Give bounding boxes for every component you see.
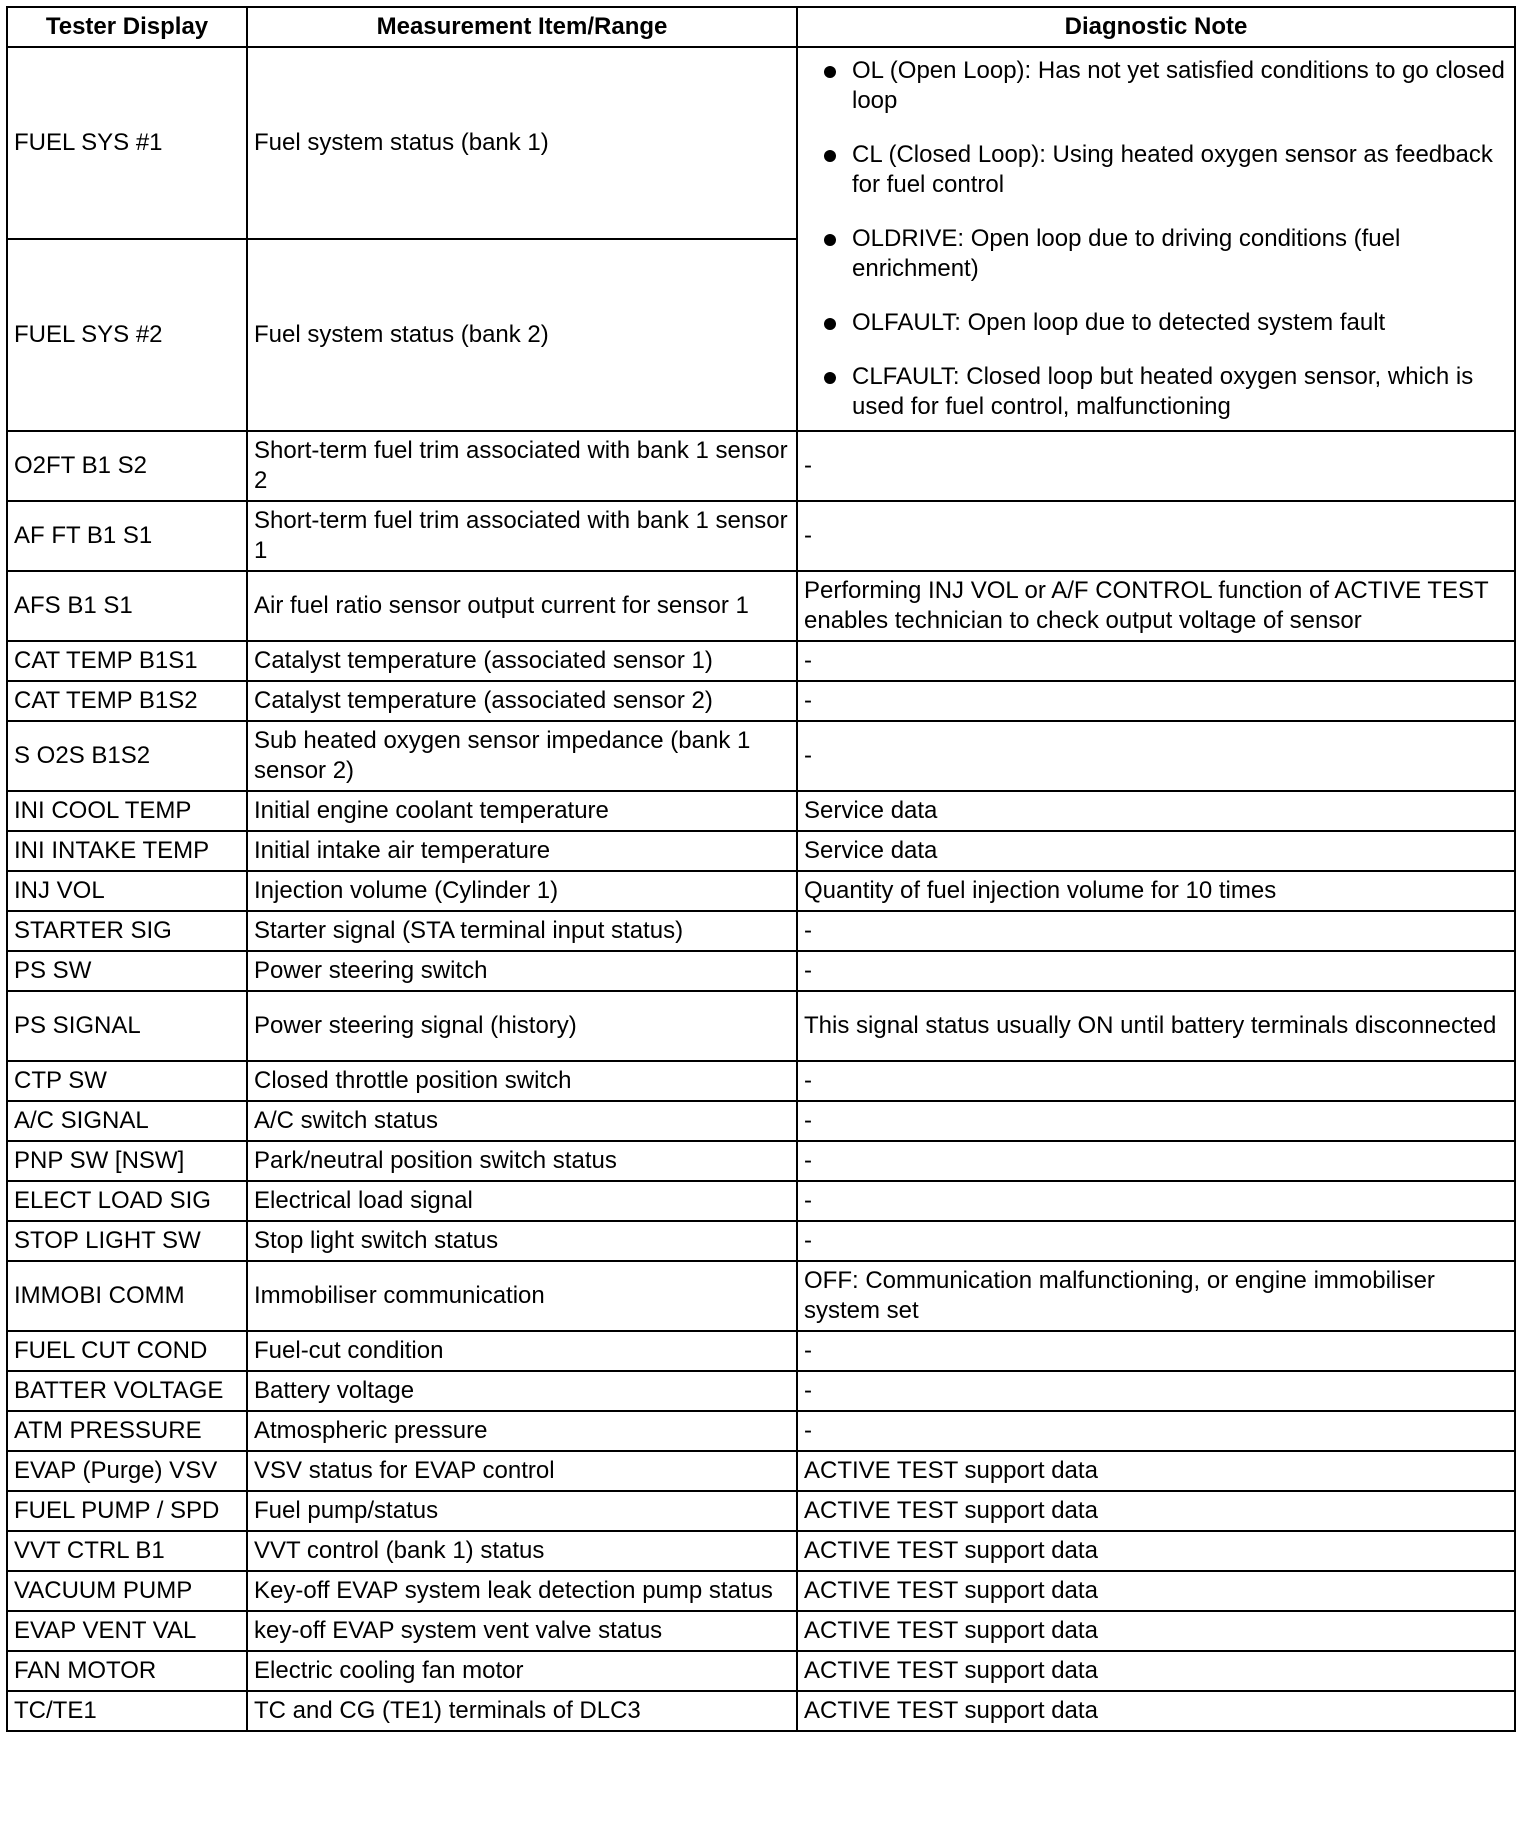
table-row bbox=[7, 951, 1515, 991]
tester-display-cell: EVAP (Purge) VSV bbox=[7, 1451, 247, 1491]
tester-display-cell: FUEL SYS #2 bbox=[7, 239, 247, 431]
bullet-icon bbox=[824, 372, 836, 384]
diagnostic-note-cell: - bbox=[797, 951, 1515, 991]
measurement-item-cell: Fuel system status (bank 2) bbox=[247, 239, 797, 431]
measurement-item-cell: Short-term fuel trim associated with bank 1 sensor 2 bbox=[247, 431, 797, 501]
table-row bbox=[7, 1571, 1515, 1611]
bullet-icon bbox=[824, 66, 836, 78]
bullet-icon bbox=[824, 234, 836, 246]
bullet-icon bbox=[824, 150, 836, 162]
tester-display-cell: S O2S B1S2 bbox=[7, 721, 247, 791]
diagnostic-note-cell: ACTIVE TEST support data bbox=[797, 1691, 1515, 1731]
tester-display-table bbox=[6, 6, 1516, 1732]
measurement-item-cell: TC and CG (TE1) terminals of DLC3 bbox=[247, 1691, 797, 1731]
diagnostic-note-cell: ACTIVE TEST support data bbox=[797, 1451, 1515, 1491]
tester-display-cell: O2FT B1 S2 bbox=[7, 431, 247, 501]
table-row bbox=[7, 1101, 1515, 1141]
tester-display-cell: PS SW bbox=[7, 951, 247, 991]
diagnostic-note-cell: - bbox=[797, 911, 1515, 951]
tester-display-cell: FAN MOTOR bbox=[7, 1651, 247, 1691]
table-row bbox=[7, 47, 1515, 239]
measurement-item-cell: Battery voltage bbox=[247, 1371, 797, 1411]
diagnostic-note-cell: - bbox=[797, 501, 1515, 571]
table-row bbox=[7, 1261, 1515, 1331]
measurement-item-cell: Electrical load signal bbox=[247, 1181, 797, 1221]
table-row bbox=[7, 1611, 1515, 1651]
status-note-item bbox=[804, 56, 1508, 116]
table-row bbox=[7, 1221, 1515, 1261]
measurement-item-cell: Starter signal (STA terminal input status) bbox=[247, 911, 797, 951]
table-row bbox=[7, 1371, 1515, 1411]
tester-display-cell: INI COOL TEMP bbox=[7, 791, 247, 831]
table-row bbox=[7, 1491, 1515, 1531]
measurement-item-cell: Atmospheric pressure bbox=[247, 1411, 797, 1451]
tester-display-cell: CTP SW bbox=[7, 1061, 247, 1101]
table-row bbox=[7, 571, 1515, 641]
measurement-item-cell: Closed throttle position switch bbox=[247, 1061, 797, 1101]
tester-display-cell: STARTER SIG bbox=[7, 911, 247, 951]
diagnostic-note-cell: ACTIVE TEST support data bbox=[797, 1531, 1515, 1571]
table-row bbox=[7, 1181, 1515, 1221]
table-row bbox=[7, 871, 1515, 911]
status-note-item bbox=[804, 362, 1508, 422]
table-row bbox=[7, 1061, 1515, 1101]
tester-display-cell: VACUUM PUMP bbox=[7, 1571, 247, 1611]
table-row bbox=[7, 991, 1515, 1061]
measurement-item-cell: Key-off EVAP system leak detection pump status bbox=[247, 1571, 797, 1611]
table-row bbox=[7, 1141, 1515, 1181]
table-row bbox=[7, 501, 1515, 571]
status-note-item bbox=[804, 140, 1508, 200]
diagnostic-note-cell: Service data bbox=[797, 791, 1515, 831]
measurement-item-cell: Fuel-cut condition bbox=[247, 1331, 797, 1371]
measurement-item-cell: Initial intake air temperature bbox=[247, 831, 797, 871]
tester-display-cell: TC/TE1 bbox=[7, 1691, 247, 1731]
measurement-item-cell: Power steering signal (history) bbox=[247, 991, 797, 1061]
tester-display-cell: FUEL PUMP / SPD bbox=[7, 1491, 247, 1531]
measurement-item-cell: Catalyst temperature (associated sensor 2) bbox=[247, 681, 797, 721]
measurement-item-cell: Injection volume (Cylinder 1) bbox=[247, 871, 797, 911]
measurement-item-cell: Sub heated oxygen sensor impedance (bank 1 sensor 2) bbox=[247, 721, 797, 791]
tester-display-cell: CAT TEMP B1S2 bbox=[7, 681, 247, 721]
table-row bbox=[7, 431, 1515, 501]
status-note-text: OL (Open Loop): Has not yet satisfied conditions to go closed loop bbox=[852, 57, 1505, 114]
diagnostic-note-cell: Service data bbox=[797, 831, 1515, 871]
diagnostic-note-cell: - bbox=[797, 641, 1515, 681]
diagnostic-note-cell: - bbox=[797, 721, 1515, 791]
diagnostic-note-cell: ACTIVE TEST support data bbox=[797, 1491, 1515, 1531]
tester-display-cell: VVT CTRL B1 bbox=[7, 1531, 247, 1571]
diagnostic-note-cell: - bbox=[797, 431, 1515, 501]
fuel-system-status-list bbox=[804, 56, 1508, 422]
measurement-item-cell: Immobiliser communication bbox=[247, 1261, 797, 1331]
diagnostic-note-cell: OFF: Communication malfunctioning, or engine immobiliser system set bbox=[797, 1261, 1515, 1331]
table-row bbox=[7, 1411, 1515, 1451]
tester-display-cell: AF FT B1 S1 bbox=[7, 501, 247, 571]
status-note-text: OLFAULT: Open loop due to detected system fault bbox=[852, 309, 1386, 336]
measurement-item-cell: Short-term fuel trim associated with bank 1 sensor 1 bbox=[247, 501, 797, 571]
measurement-item-cell: Initial engine coolant temperature bbox=[247, 791, 797, 831]
diagnostic-note-cell: Performing INJ VOL or A/F CONTROL function of ACTIVE TEST enables technician to check output voltage of sensor bbox=[797, 571, 1515, 641]
table-row bbox=[7, 831, 1515, 871]
tester-display-cell: STOP LIGHT SW bbox=[7, 1221, 247, 1261]
tester-display-cell: INJ VOL bbox=[7, 871, 247, 911]
table-row bbox=[7, 911, 1515, 951]
tester-display-cell: CAT TEMP B1S1 bbox=[7, 641, 247, 681]
diagnostic-note-cell: ACTIVE TEST support data bbox=[797, 1611, 1515, 1651]
diagnostic-note-cell: - bbox=[797, 1331, 1515, 1371]
table-body bbox=[7, 47, 1515, 1731]
table-row bbox=[7, 1531, 1515, 1571]
diagnostic-note-cell: - bbox=[797, 1371, 1515, 1411]
tester-display-cell: ATM PRESSURE bbox=[7, 1411, 247, 1451]
table-row bbox=[7, 1451, 1515, 1491]
measurement-item-cell: key-off EVAP system vent valve status bbox=[247, 1611, 797, 1651]
diagnostic-note-cell: - bbox=[797, 1221, 1515, 1261]
tester-display-cell: INI INTAKE TEMP bbox=[7, 831, 247, 871]
diagnostic-note-cell: Quantity of fuel injection volume for 10 times bbox=[797, 871, 1515, 911]
measurement-item-cell: Park/neutral position switch status bbox=[247, 1141, 797, 1181]
header-measurement-item: Measurement Item/Range bbox=[247, 7, 797, 47]
table-row bbox=[7, 1651, 1515, 1691]
tester-display-cell: PS SIGNAL bbox=[7, 991, 247, 1061]
table-row bbox=[7, 1691, 1515, 1731]
tester-display-cell: AFS B1 S1 bbox=[7, 571, 247, 641]
measurement-item-cell: VSV status for EVAP control bbox=[247, 1451, 797, 1491]
fuel-system-status-notes bbox=[797, 47, 1515, 431]
bullet-icon bbox=[824, 318, 836, 330]
measurement-item-cell: Air fuel ratio sensor output current for sensor 1 bbox=[247, 571, 797, 641]
tester-display-cell: EVAP VENT VAL bbox=[7, 1611, 247, 1651]
status-note-text: CLFAULT: Closed loop but heated oxygen sensor, which is used for fuel control, malfunctioning bbox=[852, 363, 1474, 420]
table-row bbox=[7, 1331, 1515, 1371]
measurement-item-cell: A/C switch status bbox=[247, 1101, 797, 1141]
header-tester-display: Tester Display bbox=[7, 7, 247, 47]
header-diagnostic-note: Diagnostic Note bbox=[797, 7, 1515, 47]
tester-display-cell: ELECT LOAD SIG bbox=[7, 1181, 247, 1221]
diagnostic-note-cell: ACTIVE TEST support data bbox=[797, 1651, 1515, 1691]
diagnostic-note-cell: - bbox=[797, 1181, 1515, 1221]
tester-display-cell: FUEL CUT COND bbox=[7, 1331, 247, 1371]
status-note-text: OLDRIVE: Open loop due to driving conditions (fuel enrichment) bbox=[852, 225, 1401, 282]
diagnostic-note-cell: This signal status usually ON until battery terminals disconnected bbox=[797, 991, 1515, 1061]
table-row bbox=[7, 721, 1515, 791]
measurement-item-cell: Fuel pump/status bbox=[247, 1491, 797, 1531]
diagnostic-note-cell: - bbox=[797, 1411, 1515, 1451]
measurement-item-cell: Catalyst temperature (associated sensor 1) bbox=[247, 641, 797, 681]
measurement-item-cell: Electric cooling fan motor bbox=[247, 1651, 797, 1691]
diagnostic-note-cell: - bbox=[797, 681, 1515, 721]
diagnostic-note-cell: - bbox=[797, 1061, 1515, 1101]
diagnostic-note-cell: ACTIVE TEST support data bbox=[797, 1571, 1515, 1611]
diagnostic-note-cell: - bbox=[797, 1141, 1515, 1181]
table-row bbox=[7, 641, 1515, 681]
tester-display-cell: BATTER VOLTAGE bbox=[7, 1371, 247, 1411]
tester-display-cell: IMMOBI COMM bbox=[7, 1261, 247, 1331]
tester-display-cell: A/C SIGNAL bbox=[7, 1101, 247, 1141]
table-row bbox=[7, 681, 1515, 721]
measurement-item-cell: Fuel system status (bank 1) bbox=[247, 47, 797, 239]
diagnostic-note-cell: - bbox=[797, 1101, 1515, 1141]
tester-display-cell: PNP SW [NSW] bbox=[7, 1141, 247, 1181]
measurement-item-cell: Power steering switch bbox=[247, 951, 797, 991]
measurement-item-cell: VVT control (bank 1) status bbox=[247, 1531, 797, 1571]
header-row bbox=[7, 7, 1515, 47]
measurement-item-cell: Stop light switch status bbox=[247, 1221, 797, 1261]
tester-display-cell: FUEL SYS #1 bbox=[7, 47, 247, 239]
status-note-item bbox=[804, 224, 1508, 284]
status-note-text: CL (Closed Loop): Using heated oxygen sensor as feedback for fuel control bbox=[852, 141, 1493, 198]
table-row bbox=[7, 791, 1515, 831]
status-note-item bbox=[804, 308, 1508, 338]
